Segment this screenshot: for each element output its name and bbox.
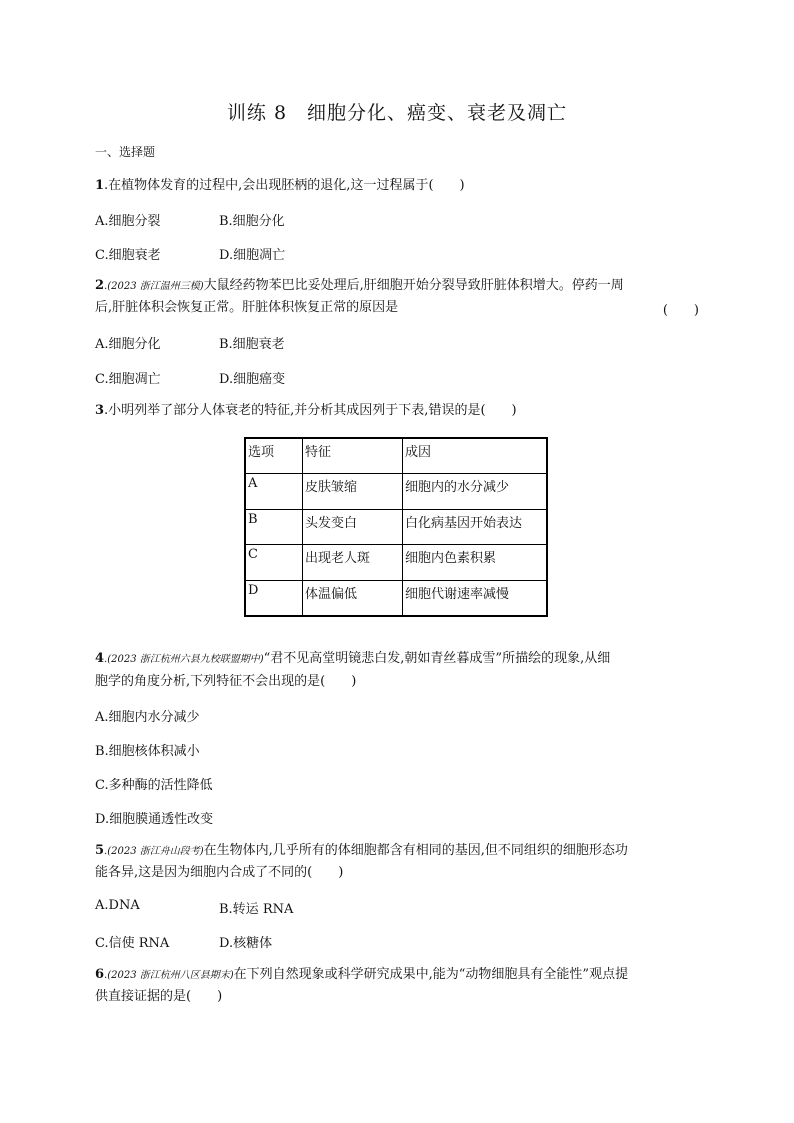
- q2-option-c: C.细胞凋亡: [95, 372, 161, 387]
- question-text: 大鼠经药物苯巴比妥处理后,肝细胞开始分裂导致肝脏体积增大。停药一周: [203, 278, 624, 293]
- q5-option-d: D.核糖体: [219, 936, 273, 951]
- question-source: .(2023 浙江杭州八区县期末): [104, 970, 234, 981]
- question-number: 5: [95, 843, 105, 858]
- q4-option-c: C.多种酶的活性降低: [95, 778, 213, 793]
- question-source: .(2023 浙江杭州六县九校联盟期中): [104, 654, 264, 665]
- q5-option-a: A.DNA: [95, 898, 140, 913]
- table-cell: 细胞代谢速率减慢: [403, 580, 548, 616]
- question-number: 6: [95, 967, 105, 982]
- question-text: 在生物体内,几乎所有的体细胞都含有相同的基因,但不同组织的细胞形态功: [203, 843, 628, 858]
- question-number: 4: [95, 651, 105, 666]
- table-cell: D: [245, 580, 303, 616]
- aging-features-table: [244, 437, 548, 617]
- q2-option-d: D.细胞癌变: [219, 372, 286, 387]
- q4-option-a: A.细胞内水分减少: [95, 710, 200, 725]
- q1-option-b: B.细胞分化: [219, 214, 285, 229]
- q1-option-c: C.细胞衰老: [95, 248, 161, 263]
- table-cell: 头发变白: [303, 509, 403, 544]
- question-number: 1: [95, 178, 105, 193]
- question-4-line-2: 胞学的角度分析,下列特征不会出现的是( ): [95, 674, 357, 689]
- table-header-cell: 成因: [403, 438, 548, 474]
- question-text: 在下列自然现象或科学研究成果中,能为“动物细胞具有全能性”观点提: [233, 967, 629, 982]
- question-number: 3: [95, 403, 105, 418]
- q4-option-b: B.细胞核体积减小: [95, 744, 200, 759]
- q2-option-b: B.细胞衰老: [219, 337, 285, 352]
- answer-bracket: ( ): [662, 303, 699, 318]
- question-source: .(2023 浙江舟山段考): [104, 846, 204, 857]
- table-cell: A: [245, 474, 303, 509]
- question-6-line-2: 供直接证据的是( ): [95, 989, 223, 1004]
- table-header-cell: 选项: [245, 438, 303, 474]
- table-cell: B: [245, 509, 303, 544]
- question-3: [95, 402, 517, 420]
- table-cell: 出现老人斑: [303, 545, 403, 580]
- question-text: .在植物体发育的过程中,会出现胚柄的退化,这一过程属于( ): [104, 178, 465, 193]
- table-header-cell: 特征: [303, 438, 403, 474]
- table-cell: 皮肤皱缩: [303, 474, 403, 509]
- q2-option-a: A.细胞分化: [95, 337, 161, 352]
- question-2-line-2: 后,肝脏体积会恢复正常。肝脏体积恢复正常的原因是: [95, 300, 399, 315]
- table-cell: C: [245, 545, 303, 580]
- question-4: [95, 650, 610, 669]
- table-row: [245, 474, 547, 509]
- question-2: [95, 277, 624, 296]
- question-text: .小明列举了部分人体衰老的特征,并分析其成因列于下表,错误的是( ): [104, 403, 517, 418]
- q4-option-d: D.细胞膜通透性改变: [95, 812, 214, 827]
- table-cell: 白化病基因开始表达: [403, 509, 548, 544]
- q5-option-b: B.转运 RNA: [219, 902, 294, 917]
- table-header-row: [245, 438, 547, 474]
- section-heading: 一、选择题: [95, 145, 156, 159]
- question-5: [95, 842, 628, 861]
- question-5-line-2: 能各异,这是因为细胞内合成了不同的( ): [95, 865, 344, 880]
- table-row: [245, 580, 547, 616]
- question-text: “君不见高堂明镜悲白发,朝如青丝暮成雪”所描绘的现象,从细: [263, 651, 611, 666]
- question-source: .(2023 浙江温州三模): [104, 281, 204, 292]
- page-title: 训练 8 细胞分化、癌变、衰老及凋亡: [226, 102, 568, 124]
- question-6: [95, 966, 628, 985]
- q1-option-a: A.细胞分裂: [95, 214, 161, 229]
- q5-option-c: C.信使 RNA: [95, 936, 170, 951]
- table-row: [245, 509, 547, 544]
- table-cell: 细胞内色素积累: [403, 545, 548, 580]
- question-1: [95, 177, 465, 195]
- question-number: 2: [95, 278, 105, 293]
- q1-option-d: D.细胞凋亡: [219, 248, 286, 263]
- table-cell: 细胞内的水分减少: [403, 474, 548, 509]
- table-row: [245, 545, 547, 580]
- table-cell: 体温偏低: [303, 580, 403, 616]
